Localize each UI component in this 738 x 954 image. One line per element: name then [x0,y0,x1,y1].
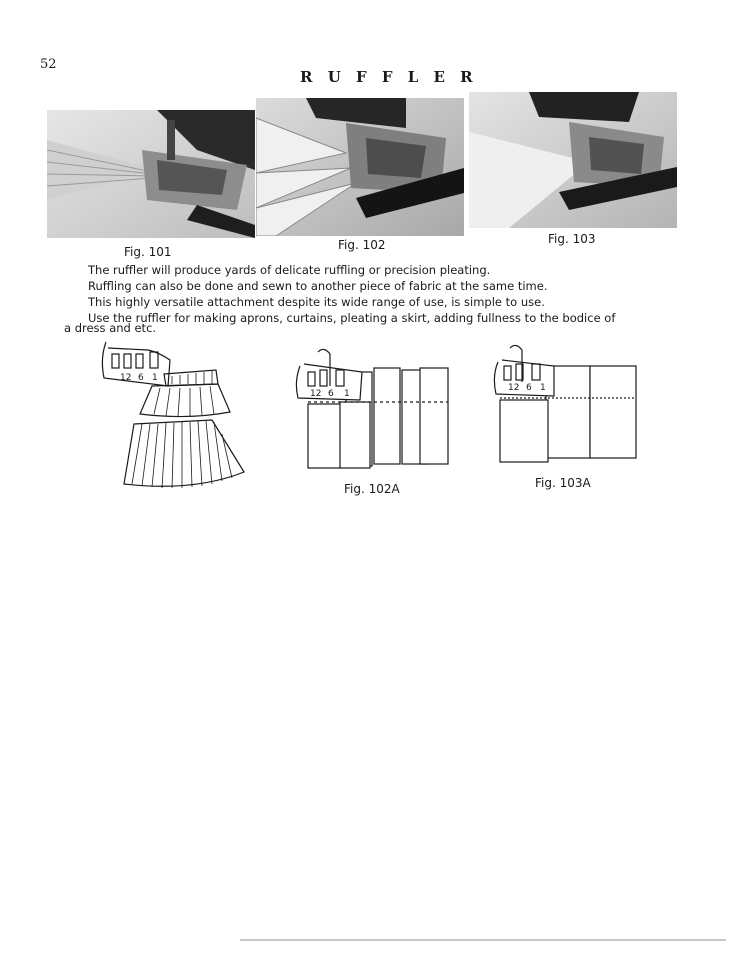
body-line: This highly versatile attachment despite its wide range of use, is simple to use. [88,295,545,309]
dial-number: 1 [152,373,158,383]
dial-number: 12 [508,383,520,393]
dial-number: 12 [120,373,132,383]
body-line: a dress and etc. [64,321,157,335]
diagram-fig-102a [290,346,452,474]
page-number: 52 [40,57,57,72]
dial-number: 1 [540,383,546,393]
body-line: Ruffling can also be done and sewn to another piece of fabric at the same time. [88,279,548,293]
photo-fig-101 [47,110,255,238]
photo-caption: Fig. 103 [548,232,596,246]
dial-number: 12 [310,389,322,399]
dial-number: 6 [328,389,334,399]
photo-caption: Fig. 101 [124,245,172,259]
diagram-ruffle-pleat [98,338,248,494]
page-title: R U F F L E R [300,68,478,86]
dial-number: 6 [138,373,144,383]
diagram-caption: Fig. 102A [344,482,400,496]
dial-number: 1 [344,389,350,399]
body-line: The ruffler will produce yards of delicate ruffling or precision pleating. [88,263,491,277]
diagram-caption: Fig. 103A [535,476,591,490]
bottom-rule [240,939,726,941]
dial-number: 6 [526,383,532,393]
photo-fig-103 [469,92,677,228]
photo-caption: Fig. 102 [338,238,386,252]
body-line: Use the ruffler for making aprons, curtains, pleating a skirt, adding fullness to the bodice of [88,311,616,325]
photo-fig-102 [256,98,464,236]
diagram-fig-103a [490,342,642,470]
